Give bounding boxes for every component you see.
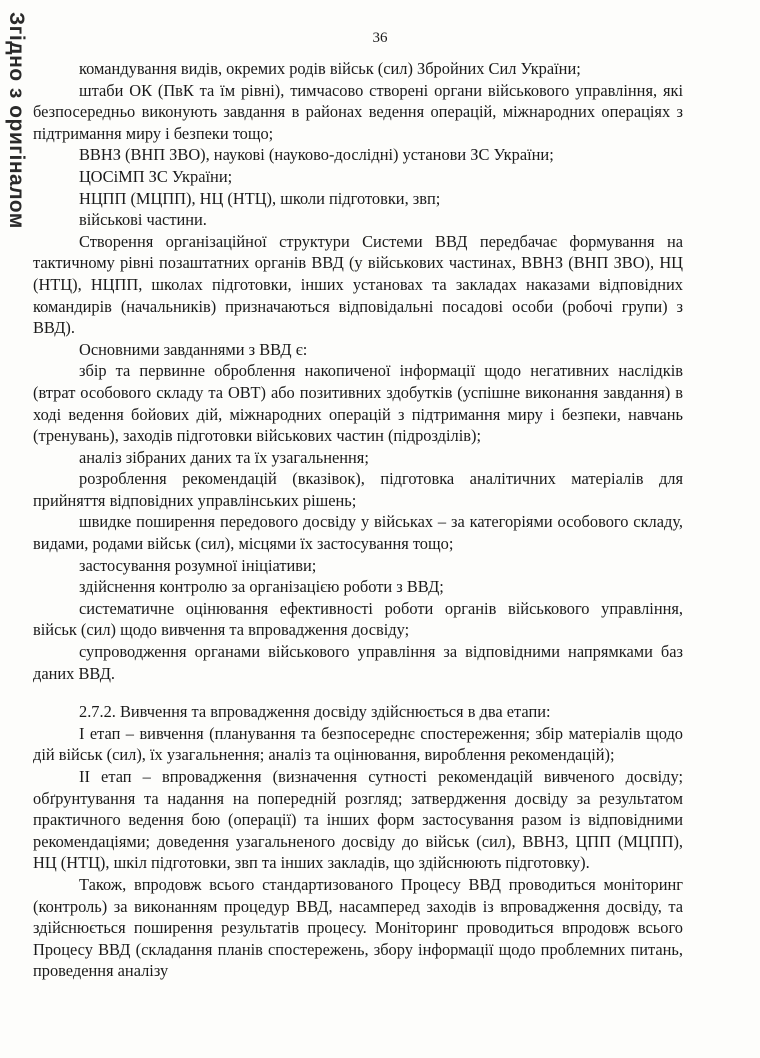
paragraph: І етап – вивчення (планування та безпосереднє спостереження; збір матеріалів щодо дій військ (сил), їх узагальнення; аналіз та оцінювання, вироблення рекомендацій); (33, 723, 683, 765)
section-heading: 2.7.2. Вивчення та впровадження досвіду здійснюється в два етапи: (79, 702, 551, 722)
paragraph: ВВНЗ (ВНП ЗВО), наукові (науково-дослідні) установи ЗС України; (79, 145, 554, 165)
paragraph: збір та первинне оброблення накопиченої інформації щодо негативних наслідків (втрат особового складу та ОВТ) або позитивних здобутків (успішне виконання завдання) в ході ведення бойових дій, міжнародних операцій з підтримання миру і безпеки, навчань (тренувань), заходів підготовки військових частин (підрозділів); (33, 361, 683, 446)
paragraph: Основними завданнями з ВВД є: (79, 339, 308, 359)
paragraph: військові частини. (79, 210, 207, 230)
paragraph: систематичне оцінювання ефективності роботи органів військового управління, військ (сил) щодо вивчення та впровадження досвіду; (33, 598, 683, 640)
paragraph: здійснення контролю за організацією роботи з ВВД; (79, 577, 444, 597)
paragraph: Також, впродовж всього стандартизованого Процесу ВВД проводиться моніторинг (контроль) за виконанням процедур ВВД, насамперед заходів із впровадження досвіду, та здійснюється поширення результатів процесу. Моніторинг проводиться впродовж всього Процесу ВВД (складання планів спостережень, збору інформації щодо проблемних питань, проведення аналізу (33, 874, 683, 981)
certification-stamp: Згідно з оригіналом (5, 12, 28, 229)
paragraph: Створення організаційної структури Системи ВВД передбачає формування на тактичному рівні позаштатних органів ВВД (у військових частинах, ВВНЗ (ВНП ЗВО), НЦ (НТЦ), НЦПП, школах підготовки, інших установах та закладах наказами відповідних командирів (начальників) призначаються відповідальні посадові особи (робочі групи) з ВВД). (33, 231, 683, 338)
paragraph: НЦПП (МЦПП), НЦ (НТЦ), школи підготовки, звп; (79, 188, 441, 208)
paragraph: розроблення рекомендацій (вказівок), підготовка аналітичних матеріалів для прийняття відповідних управлінських рішень; (33, 469, 683, 510)
paragraph: штаби ОК (ПвК та їм рівні), тимчасово створені органи військового управління, які безпосередньо виконують завдання в районах ведення операцій, міжнародних операціях з підтримання миру і безпеки тощо; (33, 80, 683, 143)
paragraph: застосування розумної ініціативи; (79, 555, 317, 575)
paragraph: супроводження органами військового управління за відповідними напрямками баз даних ВВД. (33, 642, 683, 683)
paragraph: ІІ етап – впровадження (визначення сутності рекомендацій вивченого досвіду; обґрунтування та надання на попередній розгляд; затвердження досвіду за результатом практичного ведення бою (операції) та інших форм застосування разом із відповідними рекомендаціями; доведення узагальненого досвіду до військ (сил), ВВНЗ, ЦПП (МЦПП), НЦ (НТЦ), шкіл підготовки, звп та інших закладів, що здійснюють підготовку). (33, 767, 683, 873)
paragraph: ЦОСіМП ЗС України; (79, 166, 233, 186)
document-body (33, 58, 683, 982)
paragraph: командування видів, окремих родів військ (сил) Збройних Сил України; (79, 59, 581, 78)
paragraph: аналіз зібраних даних та їх узагальнення; (79, 447, 369, 467)
paragraph: швидке поширення передового досвіду у військах – за категоріями особового складу, видами, родами військ (сил), місцями їх застосування тощо; (33, 512, 683, 554)
page-number: 36 (372, 30, 388, 46)
